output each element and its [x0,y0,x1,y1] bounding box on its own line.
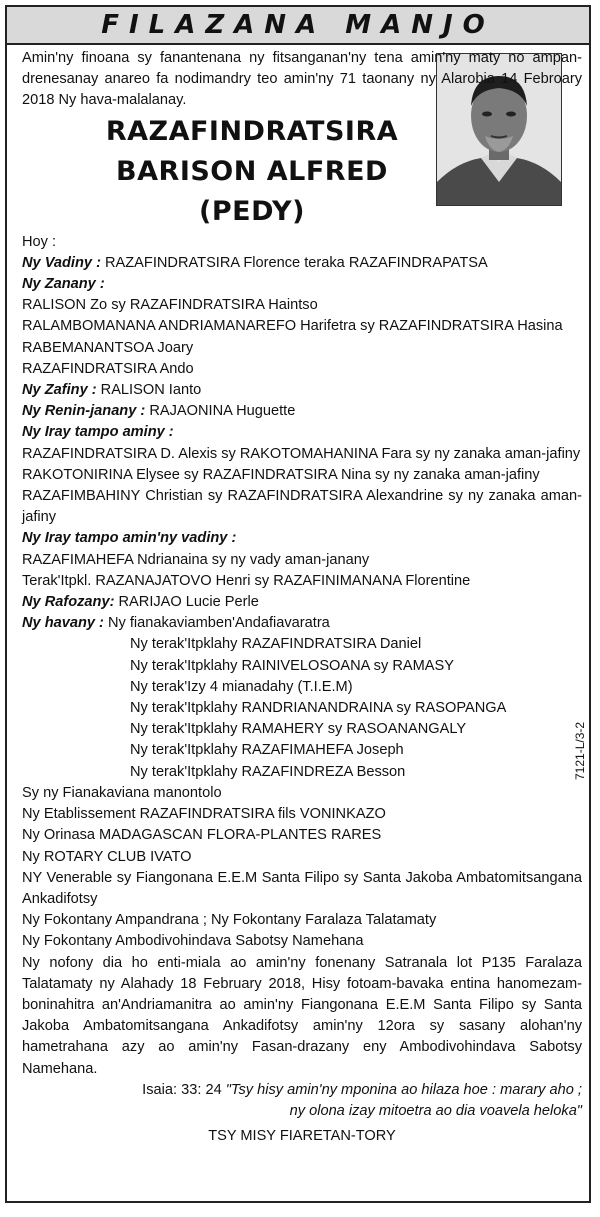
name-line-2: BARISON ALFRED [116,155,388,187]
zanany-item: RABEMANANTSOA Joary [22,339,194,356]
havany-item: Ny terak'Itpklahy RAZAFINDREZA Besson [130,763,406,780]
name-line-1: RAZAFINDRATSIRA [105,115,399,147]
vady-line [22,253,582,274]
verse-reference: Isaia: 33: 24 [142,1081,226,1098]
havany-item: Ny terak'Itpklahy RAZAFIMAHEFA Joseph [130,742,404,759]
zanany-item: RAZAFINDRATSIRA Ando [22,360,194,377]
other-item: NY Venerable sy Fiangonana E.E.M Santa Filipo sy Santa Jakoba Ambatomitsangana Ankadifotsy [22,869,582,907]
zanany-item: RALAMBOMANANA ANDRIAMANAREFO Harifetra sy RAZAFINDRATSIRA Hasina [22,318,563,335]
vady-label: Ny Vadiny : [22,254,101,271]
other-item: Ny Orinasa MADAGASCAN FLORA-PLANTES RARES [22,827,382,844]
deceased-name [22,112,482,232]
rafozany-line [22,592,582,613]
havany-first: Ny fianakaviamben'Andafiavaratra [103,615,330,632]
havany-item: Ny terak'Izy 4 mianadahy (T.I.E.M) [130,678,353,695]
zafiny-label: Ny Zafiny : [22,382,97,399]
havany-item: Ny terak'Itpklahy RAMAHERY sy RASOANANGALY [130,721,467,738]
other-item: Ny Etablissement RAZAFINDRATSIRA fils VONINKAZO [22,806,386,823]
renin-value: RAJAONINA Huguette [145,403,296,420]
zafiny-line [22,380,582,401]
other-item: Ny ROTARY CLUB IVATO [22,848,192,865]
zanany-item: RALISON Zo sy RAZAFINDRATSIRA Haintso [22,297,318,314]
ad-reference-code: 7121-L/3-2 [573,721,587,780]
other-item: Ny Fokontany Ambodivohindava Sabotsy Namehana [22,933,364,950]
iray-label: Ny Iray tampo aminy : [22,424,174,441]
notice-body [22,48,582,1147]
renin-line [22,401,582,422]
havany-line [22,613,582,634]
renin-label: Ny Renin-janany : [22,403,146,420]
other-item: Sy ny Fianakaviana manontolo [22,784,222,801]
iray-vady-item: RAZAFIMAHEFA Ndrianaina sy ny vady aman-janany [22,551,370,568]
intro-text: Amin'ny finoana sy fanantenana ny fitsanganan'ny tena amin'ny maty no ampan-drenesanay anareo fa nodimandry teo amin'ny 71 taonany ny Alarobia 14 Febroary 2018 Ny hava-malalanay. [22,50,582,109]
name-line-3: (PEDY) [199,195,305,227]
iray-item: RAZAFINDRATSIRA D. Alexis sy RAKOTOMAHANINA Fara sy ny zanaka aman-jafiny [22,445,581,462]
verse-text-1: "Tsy hisy amin'ny mponina ao hilaza hoe : marary aho ; [225,1081,582,1098]
iray-vady-item: Terak'Itpkl. RAZANAJATOVO Henri sy RAZAFINIMANANA Florentine [22,572,471,589]
other-item: Ny Fokontany Ampandrana ; Ny Fokontany Faralaza Talatamaty [22,912,437,929]
havany-item: Ny terak'Itpklahy RAINIVELOSOANA sy RAMASY [130,657,454,674]
verse-line-1 [22,1080,582,1101]
iray-item: RAKOTONIRINA Elysee sy RAZAFINDRATSIRA Nina sy ny zanaka aman-jafiny [22,466,540,483]
iray-item: RAZAFIMBAHINY Christian sy RAZAFINDRATSIRA Alexandrine sy ny zanaka aman-jafiny [22,488,582,526]
funeral-details: Ny nofony dia ho enti-miala ao amin'ny fonenany Satranala lot P135 Faralaza Talatamaty ny Alahady 18 February 2018, Hisy fotoam-bavaka entina hanomezam-boninahitra an'Andriamanitra ao amin'ny Fiangonana E.E.M Santa Filipo sy Santa Jakoba Ambatomitsangana Ankadifotsy amin'ny 12ora sy sasany alohan'ny hametrahana azy ao amin'ny Fasan-drazany eny Ambodivohindava Sabotsy Namehana. [22,954,582,1077]
havany-item: Ny terak'Itpklahy RAZAFINDRATSIRA Daniel [130,636,422,653]
verse-text-2: ny olona izay mitoetra ao dia voavela heloka" [289,1102,582,1119]
havany-label: Ny havany : [22,615,104,632]
vady-value: RAZAFINDRATSIRA Florence teraka RAZAFINDRAPATSA [100,254,488,271]
footer-note: TSY MISY FIARETAN-TORY [208,1128,396,1145]
notice-banner [7,7,589,45]
rafozany-value: RARIJAO Lucie Perle [114,594,259,611]
havany-item: Ny terak'Itpklahy RANDRIANANDRAINA sy RASOPANGA [130,700,507,717]
rafozany-label: Ny Rafozany: [22,594,115,611]
zanany-label: Ny Zanany : [22,276,105,293]
hoy-label: Hoy : [22,233,57,250]
zafiny-value: RALISON Ianto [96,382,202,399]
iray-vady-label: Ny Iray tampo amin'ny vadiny : [22,530,237,547]
banner-title: FILAZANA MANJO [101,10,495,40]
